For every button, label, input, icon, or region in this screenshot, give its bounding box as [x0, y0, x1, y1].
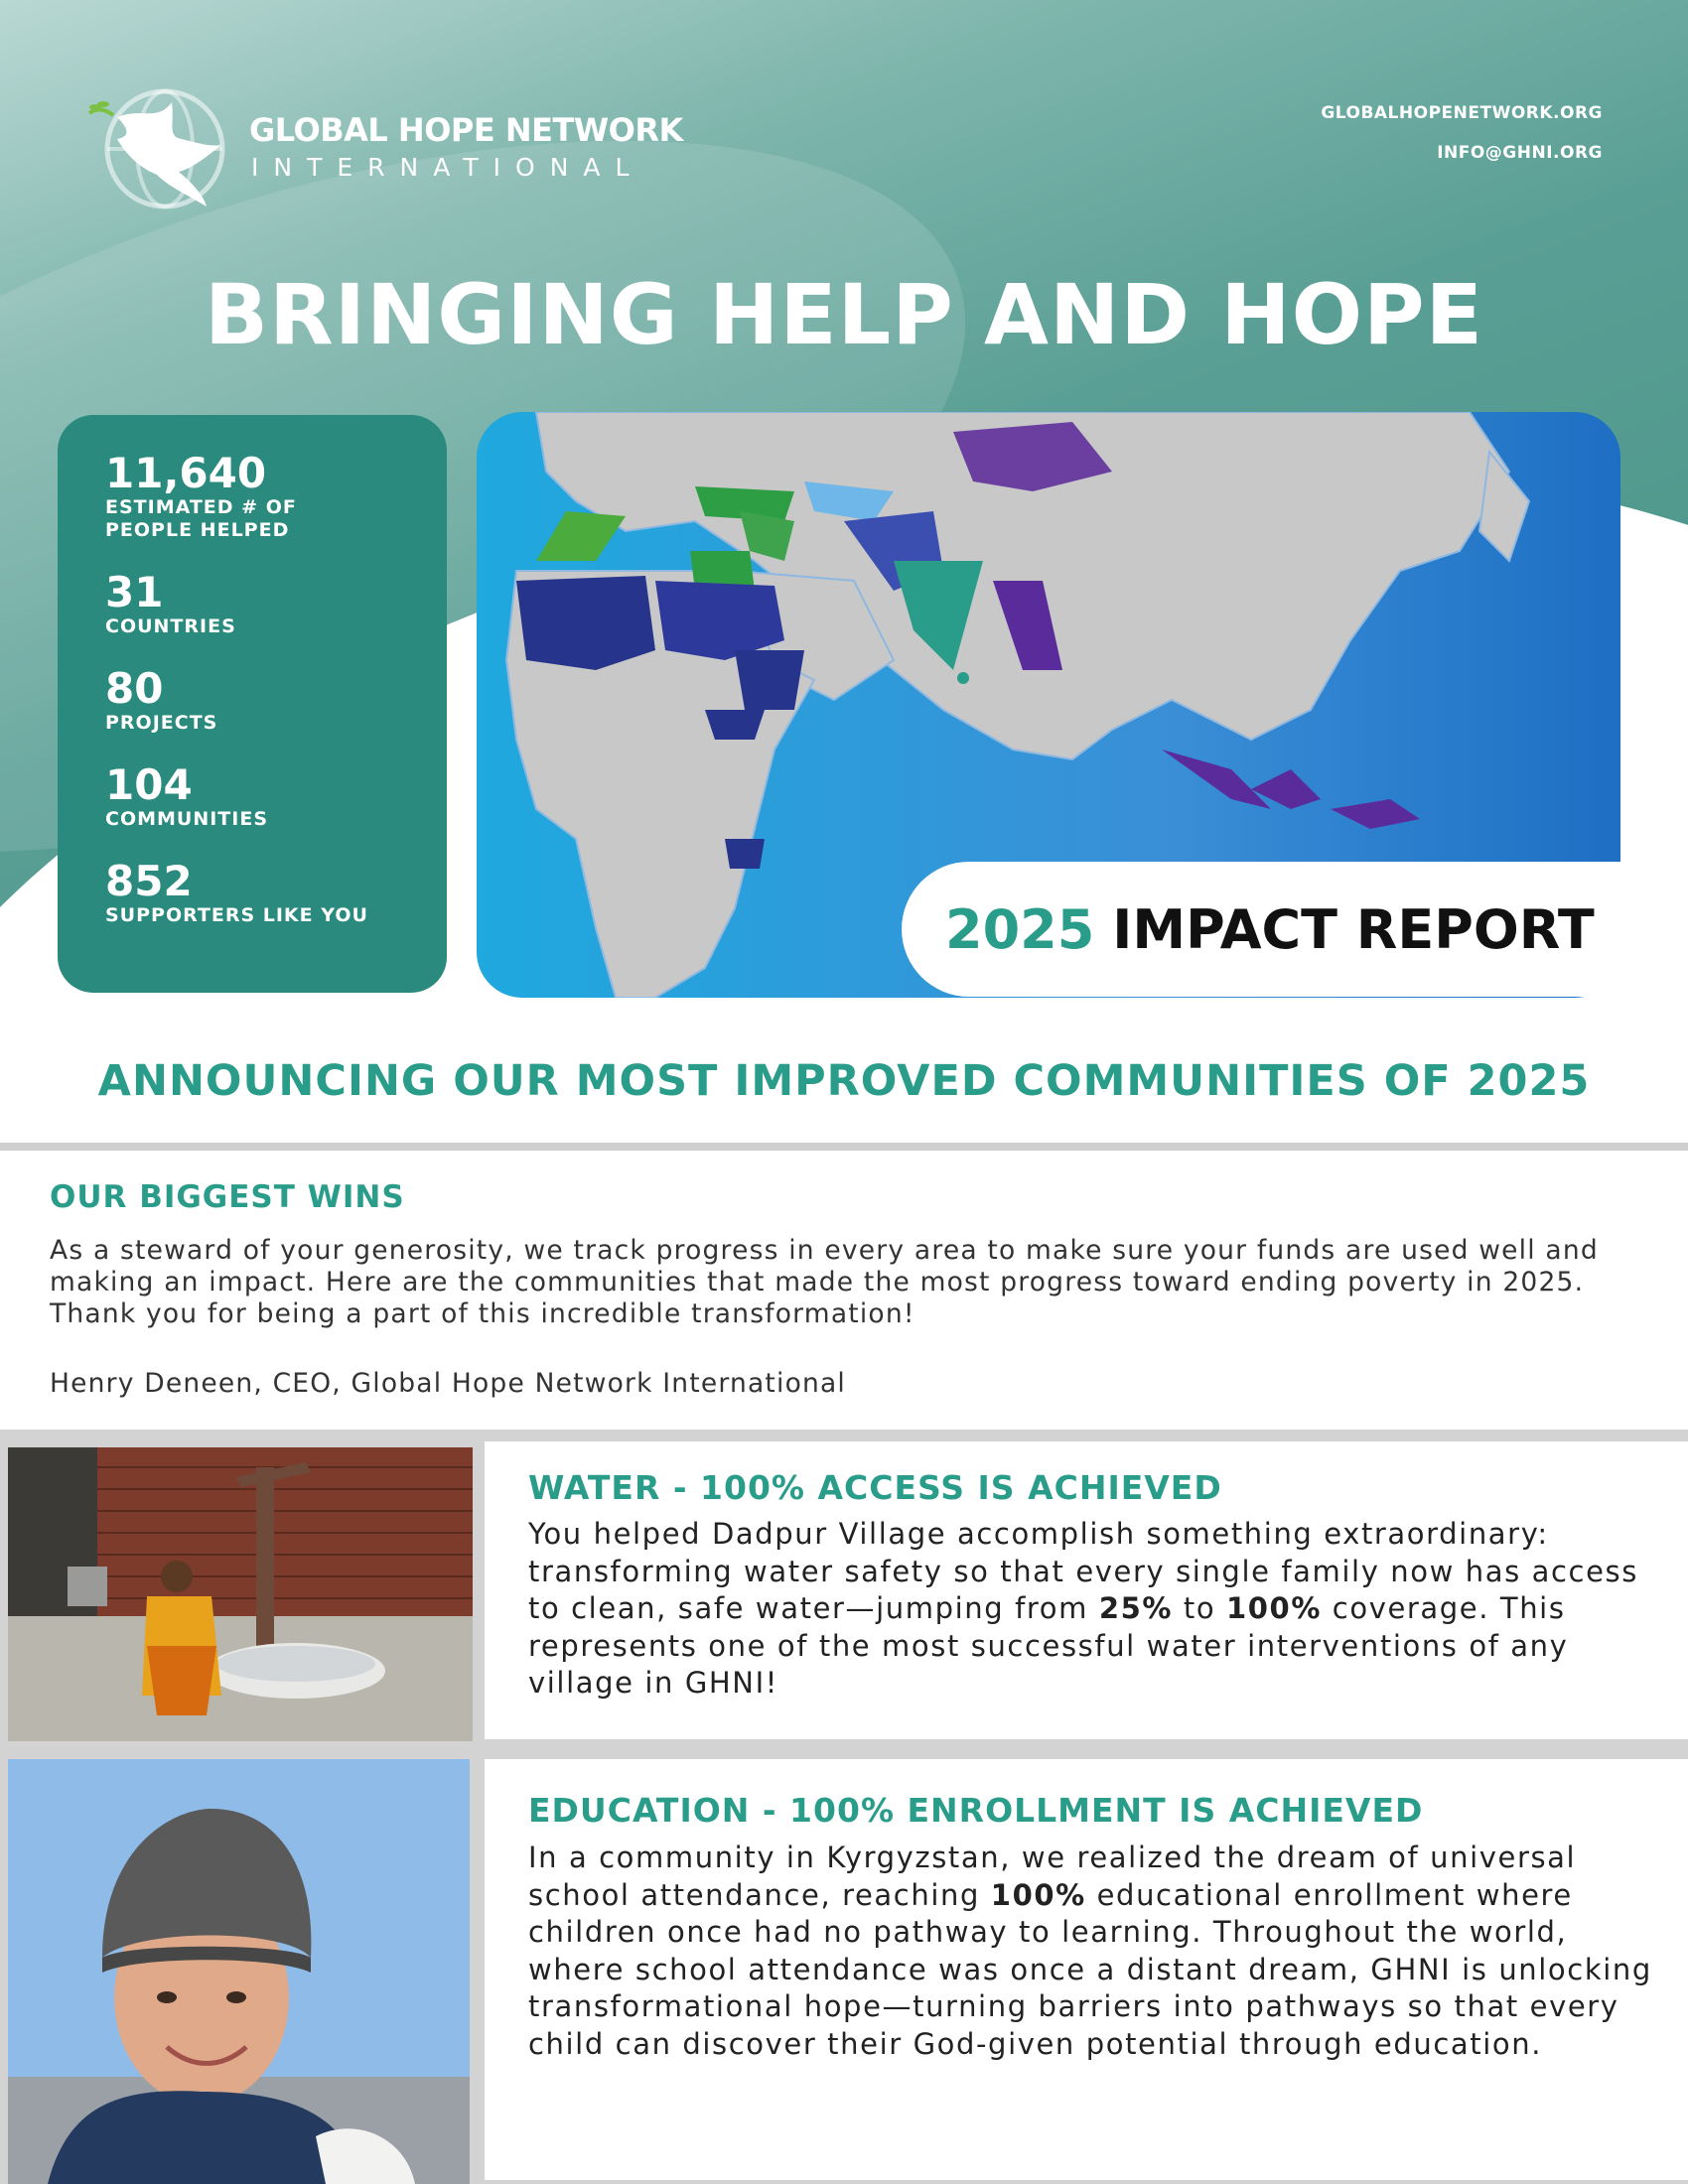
stat-projects — [105, 666, 447, 735]
stat-value: 80 — [105, 664, 164, 713]
stat-label: SUPPORTERS LIKE YOU — [105, 904, 368, 926]
story-text-bold: 25% — [1098, 1591, 1174, 1625]
website-link[interactable]: GLOBALHOPENETWORK.ORG — [1321, 103, 1603, 123]
story-title-water: WATER - 100% ACCESS IS ACHIEVED — [528, 1468, 1222, 1507]
dove-globe-icon — [87, 77, 226, 216]
stat-label: COUNTRIES — [105, 615, 236, 637]
story-title-education: EDUCATION - 100% ENROLLMENT IS ACHIEVED — [528, 1791, 1424, 1830]
story-text-segment: In a community in Kyrgyzstan, we realized the dream of universal school attendance, reaching — [528, 1841, 1577, 1912]
report-year: 2025 — [945, 897, 1095, 961]
story-text-segment: You helped Dadpur Village accomplish something extraordinary: transforming water safety so that every single family now has access to clean, safe water—jumping from — [528, 1517, 1638, 1625]
divider — [0, 1143, 1688, 1151]
org-subtitle: INTERNATIONAL — [251, 153, 644, 182]
water-pump-photo — [8, 1447, 473, 1741]
map-zimbabwe — [725, 839, 765, 869]
wins-body: As a steward of your generosity, we track progress in every area to make sure your funds are used well and making an impact. Here are the communities that made the most progress toward ending poverty in 2025. Thank you for being a part of this incredible transformation! — [50, 1235, 1599, 1329]
stat-people-helped — [105, 451, 447, 542]
map-great-lakes — [705, 710, 765, 740]
stat-value: 31 — [105, 568, 164, 616]
kyrgyz-boy-photo — [8, 1759, 470, 2184]
stat-countries — [105, 570, 447, 638]
stats-panel — [58, 415, 447, 993]
contact-block — [1321, 93, 1603, 173]
stat-label: ESTIMATED # OF — [105, 496, 297, 518]
map-sri-lanka — [957, 672, 969, 684]
stat-label: COMMUNITIES — [105, 808, 269, 830]
story-text-bold: 100% — [990, 1877, 1086, 1912]
stat-value: 11,640 — [105, 449, 267, 497]
map-east-africa — [735, 650, 804, 710]
report-title: IMPACT REPORT — [1112, 897, 1595, 961]
story-text-segment: educational enrollment where children once had no pathway to learning. Throughout the world, where school attendance was once a distant dream, GHNI is unlocking transformational hope—turning barriers into pathways so that every child can discover their God-given potential through education. — [528, 1877, 1652, 2061]
story-text-bold: 100% — [1225, 1591, 1322, 1625]
story-text-segment: coverage. This represents one of the most successful water interventions of any village in GHNI! — [528, 1591, 1569, 1700]
wins-heading: OUR BIGGEST WINS — [50, 1179, 405, 1215]
report-badge — [902, 862, 1688, 997]
story-text-water — [528, 1516, 1660, 1703]
stat-value: 852 — [105, 857, 193, 905]
org-name: GLOBAL HOPE NETWORK — [249, 111, 683, 149]
stat-supporters — [105, 859, 447, 927]
logo[interactable] — [87, 77, 723, 216]
photo-image — [8, 1447, 473, 1741]
story-text-segment: to — [1173, 1591, 1226, 1625]
story-text-education — [528, 1840, 1660, 2063]
stat-communities — [105, 762, 447, 831]
map-west-africa — [516, 576, 655, 670]
announce-heading: ANNOUNCING OUR MOST IMPROVED COMMUNITIES OF 2025 — [97, 1056, 1591, 1106]
stat-label: PEOPLE HELPED — [105, 519, 290, 541]
page-title: BRINGING HELP AND HOPE — [205, 266, 1483, 363]
wins-signature: Henry Deneen, CEO, Global Hope Network International — [50, 1368, 846, 1399]
stat-label: PROJECTS — [105, 712, 218, 734]
email-link[interactable]: INFO@GHNI.ORG — [1437, 143, 1603, 163]
stat-value: 104 — [105, 760, 193, 809]
photo-image — [8, 1759, 470, 2184]
